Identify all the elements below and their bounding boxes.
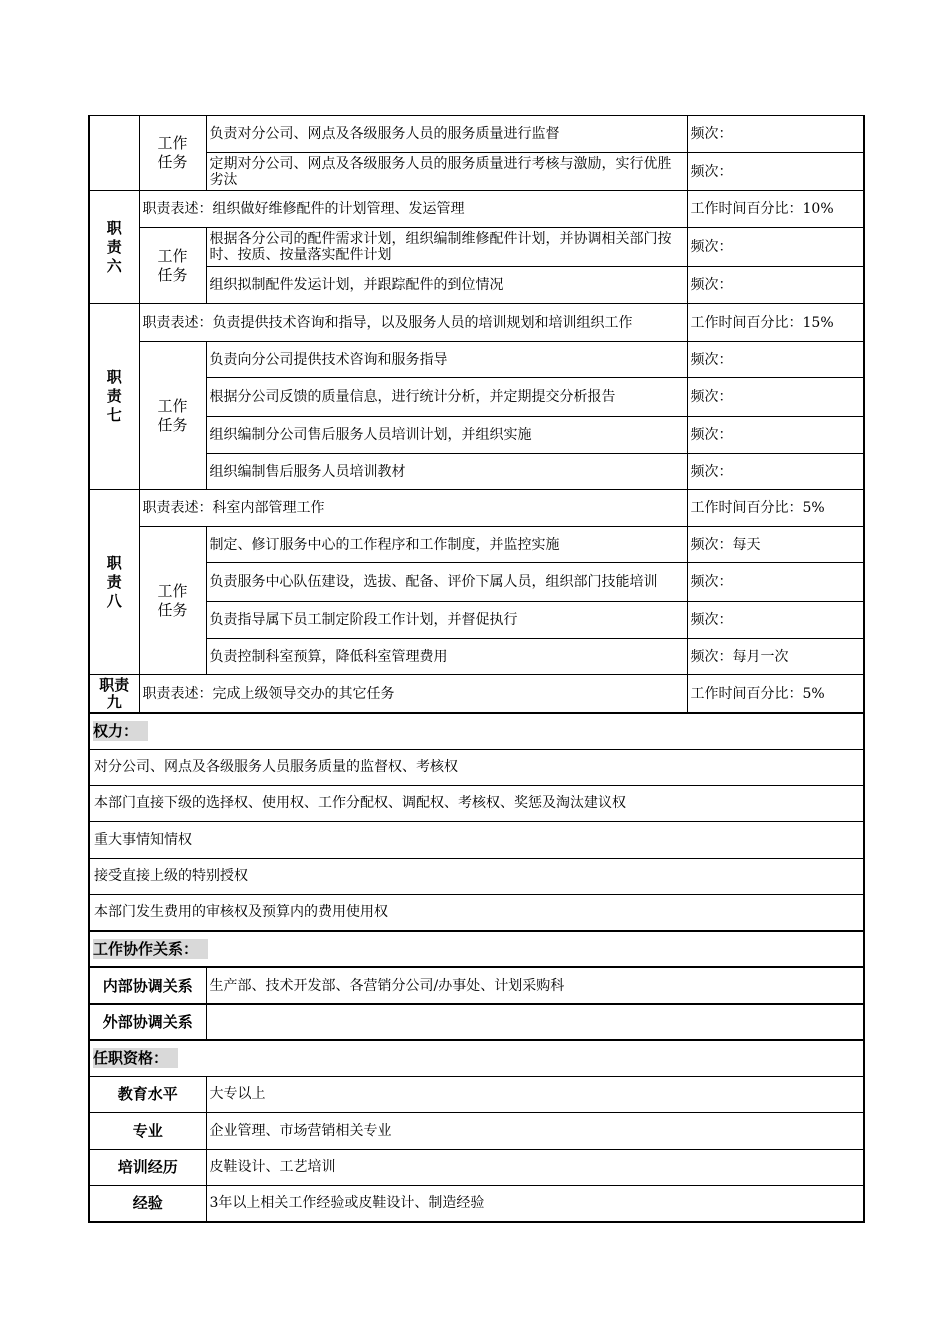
task-frequency: 频次： <box>687 228 864 267</box>
external-coordination-label: 外部协调关系 <box>89 1004 206 1040</box>
qualification-label: 专业 <box>89 1112 206 1149</box>
duty9-label: 职责 九 <box>89 675 139 713</box>
task-text: 制定、修订服务中心的工作程序和工作制度，并监控实施 <box>206 527 687 563</box>
duty6-time-percent: 工作时间百分比：10% <box>687 191 864 228</box>
task-text: 负责控制科室预算，降低科室管理费用 <box>206 639 687 675</box>
task-text: 负责服务中心队伍建设，选拔、配备、评价下属人员，组织部门技能培训 <box>206 563 687 602</box>
duty7-label: 职 责 七 <box>89 304 139 490</box>
task-text: 根据各分公司的配件需求计划，组织编制维修配件计划，并协调相关部门按时、按质、按量落实配件计划 <box>206 228 687 267</box>
qualifications-heading-text: 任职资格： <box>93 1048 178 1068</box>
task-frequency: 频次：每月一次 <box>687 639 864 675</box>
duty8-label: 职 责 八 <box>89 490 139 675</box>
task-frequency: 频次：每天 <box>687 527 864 563</box>
qualification-label: 教育水平 <box>89 1076 206 1112</box>
task-frequency: 频次： <box>687 563 864 602</box>
qualification-value: 3年以上相关工作经验或皮鞋设计、制造经验 <box>206 1185 864 1222</box>
duty7-time-percent: 工作时间百分比：15% <box>687 304 864 342</box>
task-text: 根据分公司反馈的质量信息，进行统计分析，并定期提交分析报告 <box>206 378 687 417</box>
task-text: 负责指导属下员工制定阶段工作计划，并督促执行 <box>206 602 687 639</box>
internal-coordination-label: 内部协调关系 <box>89 967 206 1004</box>
task-text: 定期对分公司、网点及各级服务人员的服务质量进行考核与激励，实行优胜劣汰 <box>206 153 687 191</box>
task-frequency: 频次： <box>687 454 864 490</box>
duty9-description: 职责表述：完成上级领导交办的其它任务 <box>139 675 687 713</box>
power-item: 本部门发生费用的审核权及预算内的费用使用权 <box>89 894 864 931</box>
power-item: 本部门直接下级的选择权、使用权、工作分配权、调配权、考核权、奖惩及淘汰建议权 <box>89 785 864 821</box>
task-frequency: 频次： <box>687 267 864 304</box>
qualification-label: 经验 <box>89 1185 206 1222</box>
duty8-description: 职责表述：科室内部管理工作 <box>139 490 687 527</box>
task-frequency: 频次： <box>687 116 864 153</box>
task-frequency: 频次： <box>687 153 864 191</box>
task-label: 工作 任务 <box>139 527 206 675</box>
qualification-value: 皮鞋设计、工艺培训 <box>206 1149 864 1185</box>
powers-heading <box>89 713 864 749</box>
cooperation-heading-text: 工作协作关系： <box>93 939 208 959</box>
power-item: 接受直接上级的特别授权 <box>89 858 864 894</box>
lower-table <box>88 712 865 1223</box>
qualification-value: 企业管理、市场营销相关专业 <box>206 1112 864 1149</box>
task-text: 组织拟制配件发运计划，并跟踪配件的到位情况 <box>206 267 687 304</box>
duty7-description: 职责表述：负责提供技术咨询和指导，以及服务人员的培训规划和培训组织工作 <box>139 304 687 342</box>
duty6-label: 职 责 六 <box>89 191 139 304</box>
qualification-value: 大专以上 <box>206 1076 864 1112</box>
task-frequency: 频次： <box>687 378 864 417</box>
duty9-time-percent: 工作时间百分比：5% <box>687 675 864 713</box>
duty6-description: 职责表述：组织做好维修配件的计划管理、发运管理 <box>139 191 687 228</box>
task-label: 工作 任务 <box>139 342 206 490</box>
qualifications-heading <box>89 1040 864 1076</box>
duties-table <box>88 115 865 713</box>
duty5-label-cell <box>89 116 139 191</box>
external-coordination-value <box>206 1004 864 1040</box>
duty8-time-percent: 工作时间百分比：5% <box>687 490 864 527</box>
task-label: 工作 任务 <box>139 116 206 191</box>
task-frequency: 频次： <box>687 602 864 639</box>
task-text: 负责向分公司提供技术咨询和服务指导 <box>206 342 687 378</box>
cooperation-heading <box>89 931 864 967</box>
qualification-label: 培训经历 <box>89 1149 206 1185</box>
internal-coordination-value: 生产部、技术开发部、各营销分公司/办事处、计划采购科 <box>206 967 864 1004</box>
task-text: 组织编制售后服务人员培训教材 <box>206 454 687 490</box>
task-frequency: 频次： <box>687 342 864 378</box>
task-frequency: 频次： <box>687 417 864 454</box>
power-item: 重大事情知情权 <box>89 821 864 858</box>
task-text: 组织编制分公司售后服务人员培训计划，并组织实施 <box>206 417 687 454</box>
task-text: 负责对分公司、网点及各级服务人员的服务质量进行监督 <box>206 116 687 153</box>
task-label: 工作 任务 <box>139 228 206 304</box>
powers-heading-text: 权力： <box>93 721 148 741</box>
power-item: 对分公司、网点及各级服务人员服务质量的监督权、考核权 <box>89 749 864 785</box>
